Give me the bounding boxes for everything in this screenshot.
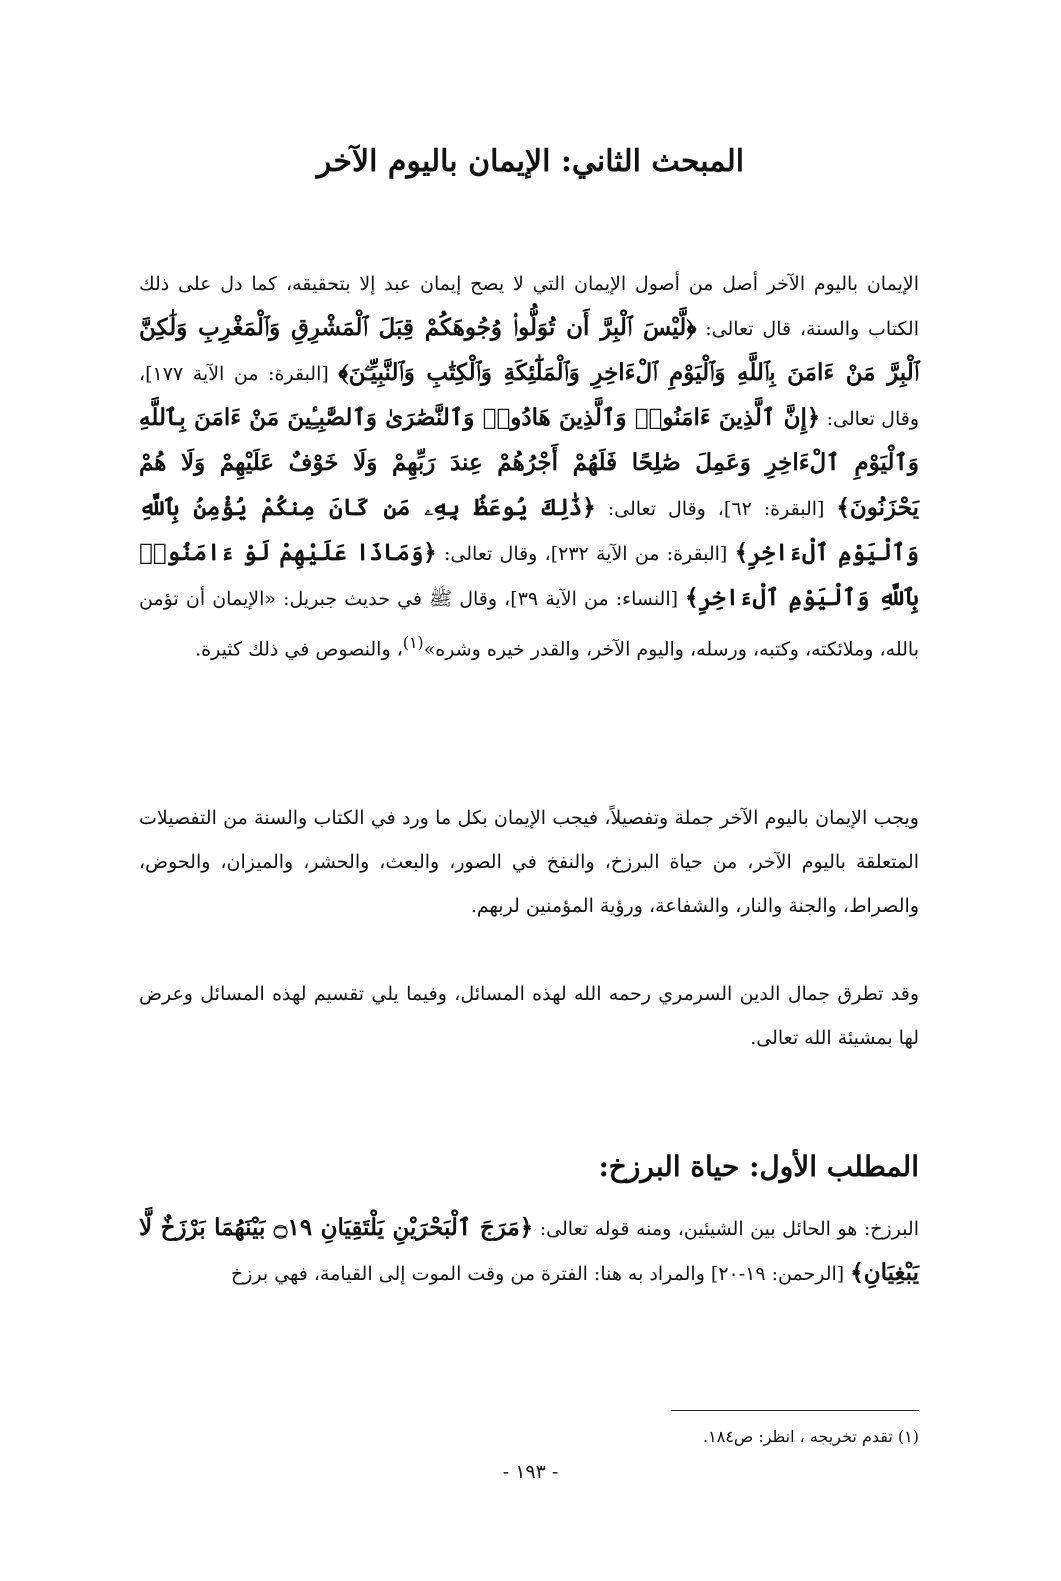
quran-verse-2: ﴿إِنَّ ٱلَّذِينَ ءَامَنُوا۟ وَٱلَّذِينَ هَادُوا۟ وَٱلنَّصَٰرَىٰ وَٱلصَّٰبِـِٔينَ مَنْ ءَامَنَ بِٱللَّهِ وَٱلْيَوْمِ ٱلْءَاخِرِ وَعَمِلَ صَٰلِحًا فَلَهُمْ أَجْرُهُمْ عِندَ رَبِّهِمْ وَلَا خَوْفٌ عَلَيْهِمْ وَلَا هُمْ يَحْزَنُونَ﴾ <box>139 404 919 521</box>
verse-reference-3: [البقرة: من الآية ٢٣٢]، وقال تعالى: <box>436 543 735 565</box>
verse-reference-1: [البقرة: من الآية ١٧٧]، وقال تعالى: <box>139 363 920 430</box>
footnote-divider <box>671 1410 919 1411</box>
subsection-heading: المطلب الأول: حياة البرزخ: <box>598 1150 919 1183</box>
quran-verse-3: ﴿ذَٰلِكَ يُوعَظُ بِهِۦ مَن كَانَ مِنكُمْ يُؤْمِنُ بِٱللَّهِ وَٱلْيَوْمِ ٱلْءَاخِرِ﴾ <box>139 494 919 566</box>
footnote: (١) تقدم تخريجه ، انظر: ص١٨٤. <box>703 1427 919 1446</box>
intro-text-1: الإيمان باليوم الآخر أصل من أصول الإيمان التي لا يصح إيمان عبد إلا بتحقيقه، كما دل على ذلك الكتاب والسنة، قال تعالى: <box>139 273 919 340</box>
intro-closing-text: ، والنصوص في ذلك كثيرة. <box>195 638 403 661</box>
barzakh-text-1: البرزخ: هو الحائل بين الشيئين، ومنه قوله تعالى: <box>533 1218 919 1240</box>
page-number: - ١٩٣ - <box>502 1461 559 1483</box>
barzakh-paragraph <box>139 1206 919 1296</box>
hadith-text: [النساء: من الآية ٣٩]، وقال ﷺ في حديث جبريل: «الإيمان أن تؤمن بالله، وملائكته، وكتبه، ورسله، واليوم الآخر، والقدر خيره وشره» <box>139 588 919 661</box>
footnote-marker: (١) <box>402 633 424 652</box>
quran-verse-4: ﴿وَمَاذَا عَلَيْهِمْ لَوْ ءَامَنُوا۟ بِٱللَّهِ وَٱلْيَوْمِ ٱلْءَاخِرِ﴾ <box>139 539 919 611</box>
paragraph-details: ويجب الإيمان باليوم الآخر جملة وتفصيلاً، فيجب الإيمان بكل ما ورد في الكتاب والسنة من التفصيلات المتعلقة باليوم الآخر، من حياة البرزخ، والنفخ في الصور، والبعث، والحشر، والميزان، والحوض، والصراط، والجنة والنار، والشفاعة، ورؤية المؤمنين لربهم. <box>139 807 919 917</box>
barzakh-text-2: [الرحمن: ١٩-٢٠] والمراد به هنا: الفترة من وقت الموت إلى القيامة، فهي برزخ <box>230 1263 851 1285</box>
quran-verse-5: ﴿مَرَجَ ٱلْبَحْرَيْنِ يَلْتَقِيَانِ ۝١٩ بَيْنَهُمَا بَرْزَخٌ لَّا يَبْغِيَانِ﴾ <box>139 1214 919 1286</box>
quran-verse-1: ﴿لَّيْسَ ٱلْبِرَّ أَن تُوَلُّوا۟ وُجُوهَكُمْ قِبَلَ ٱلْمَشْرِقِ وَٱلْمَغْرِبِ وَلَٰكِنَّ ٱلْبِرَّ مَنْ ءَامَنَ بِٱللَّهِ وَٱلْيَوْمِ ٱلْءَاخِرِ وَٱلْمَلَٰٓئِكَةِ وَٱلْكِتَٰبِ وَٱلنَّبِيِّـۧنَ﴾ <box>139 314 920 386</box>
section-heading: المبحث الثاني: الإيمان باليوم الآخر <box>316 144 745 179</box>
intro-paragraph <box>139 262 919 671</box>
verse-reference-2: [البقرة: ٦٢]، وقال تعالى: <box>595 498 837 520</box>
paragraph-author: وقد تطرق جمال الدين السرمري رحمه الله لهذه المسائل، وفيما يلي تقسيم لهذه المسائل وعرض لها بمشيئة الله تعالى. <box>139 983 919 1049</box>
